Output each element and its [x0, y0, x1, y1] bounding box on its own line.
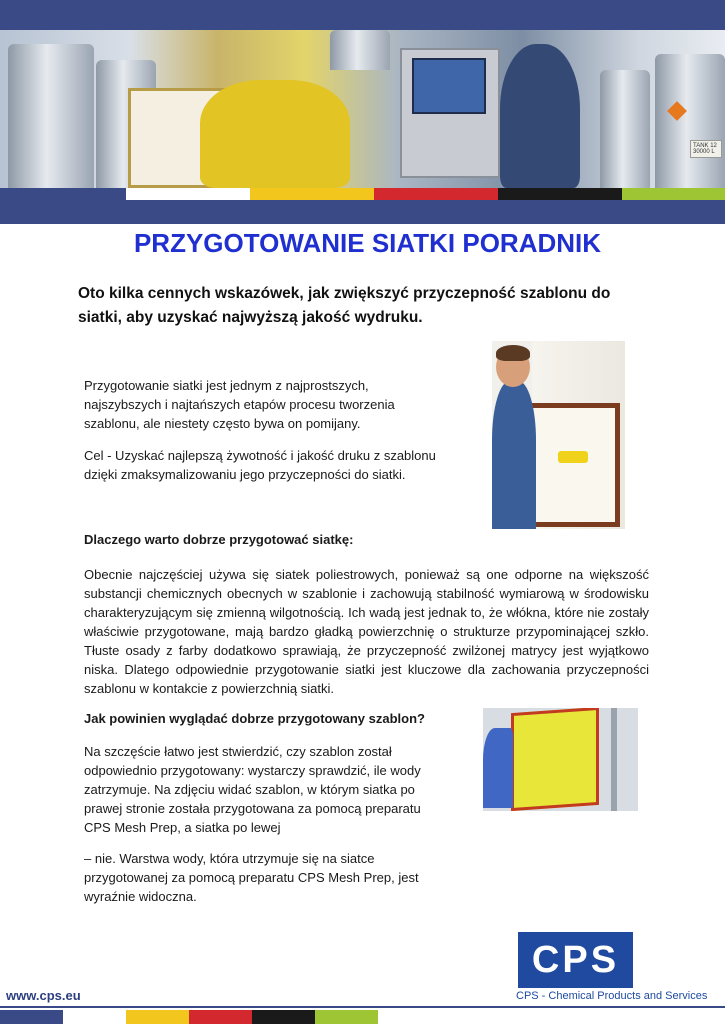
photo-pole — [611, 708, 617, 811]
strip-segment — [498, 188, 622, 200]
header-hero-image — [0, 30, 725, 188]
tank-graphic — [330, 30, 390, 70]
strip-segment — [0, 188, 126, 200]
footer-divider — [0, 1006, 725, 1008]
page-title: PRZYGOTOWANIE SIATKI PORADNIK — [133, 228, 602, 258]
paragraph-water-layer: – nie. Warstwa wody, która utrzymuje się na siatce przygotowanej za pomocą preparatu CPS Mesh Prep, jest wyraźnie widoczna. — [84, 851, 419, 904]
strip-segment — [252, 1010, 315, 1024]
worker-yellow-suit-graphic — [200, 80, 350, 188]
photo-glove — [483, 728, 513, 808]
paragraph-goal: Cel - Uzyskać najlepszą żywotność i jakość druku z szablonu dzięki zmaksymalizowaniu jego przyczepności do siatki. — [84, 448, 436, 482]
photo-yellow-screen — [511, 708, 599, 811]
tank-graphic — [655, 54, 725, 188]
strip-segment — [126, 188, 250, 200]
monitor-graphic — [412, 58, 486, 114]
section-heading-why: Dlaczego warto dobrze przygotować siatkę: — [84, 532, 354, 547]
tank-graphic — [600, 70, 650, 188]
worker-operator-graphic — [500, 44, 580, 188]
strip-segment — [0, 1010, 63, 1024]
strip-segment — [126, 1010, 189, 1024]
intro-text: Oto kilka cennych wskazówek, jak zwiększyć przyczepność szablonu do siatki, aby uzyskać najwyższą jakość wydruku. — [78, 285, 611, 326]
cps-logo: CPS — [518, 932, 633, 988]
tank-graphic — [8, 44, 94, 188]
strip-segment — [189, 1010, 252, 1024]
photo-worker — [492, 381, 536, 529]
strip-segment — [374, 188, 498, 200]
header-bottom-bar — [0, 200, 725, 224]
tank-label: TANK 12 30000 L — [690, 140, 722, 158]
paragraph-intro-1: Przygotowanie siatki jest jednym z najprostszych, najszybszych i najtańszych etapów procesu tworzenia szablonu, ale niestety często bywa on pomijany. — [84, 378, 395, 431]
strip-segment — [63, 1010, 126, 1024]
header-top-bar — [0, 0, 725, 30]
cps-tagline: CPS - Chemical Products and Services — [516, 990, 708, 1002]
footer-url[interactable]: www.cps.eu — [6, 988, 81, 1003]
strip-segment — [378, 1010, 725, 1024]
photo-wet-screen — [483, 708, 638, 811]
strip-segment — [315, 1010, 378, 1024]
strip-segment — [250, 188, 374, 200]
header-color-strip — [0, 188, 725, 200]
footer-color-strip — [0, 1010, 725, 1024]
photo-mesh-prep-brushing — [492, 341, 625, 529]
paragraph-polyester: Obecnie najczęściej używa się siatek poliestrowych, ponieważ są one odporne na większość substancji chemicznych obecnych w szablonie i zachowują stabilność wymiarową w środowisku charakteryzującym się zmienną wilgotnością. Ich wadą jest jednak to, że włókna, które nie zostały właściwie przygotowane, mają bardzo gładką powierzchnię o strukturze przypominającej szkło. Tłuste osady z farby dodatkowo sprawiają, że przyczepność zwilżonej matrycy jest wyjątkowo niska. Dlatego odpowiednie przygotowanie siatki jest kluczowe dla zachowania przyczepności szablonu w kontakcie z powierzchnią siatki. — [84, 567, 649, 696]
photo-worker-hair — [496, 345, 530, 361]
section-heading-how: Jak powinien wyglądać dobrze przygotowany szablon? — [84, 711, 425, 726]
paragraph-check-water: Na szczęście łatwo jest stwierdzić, czy szablon został odpowiednio przygotowany: wystarczy sprawdzić, ile wody zatrzymuje. Na zdjęciu widać szablon, w którym siatka po prawej stronie została przygotowana za pomocą preparatu CPS Mesh Prep, a siatka po lewej — [84, 744, 421, 835]
strip-segment — [622, 188, 725, 200]
photo-brush — [558, 451, 588, 463]
